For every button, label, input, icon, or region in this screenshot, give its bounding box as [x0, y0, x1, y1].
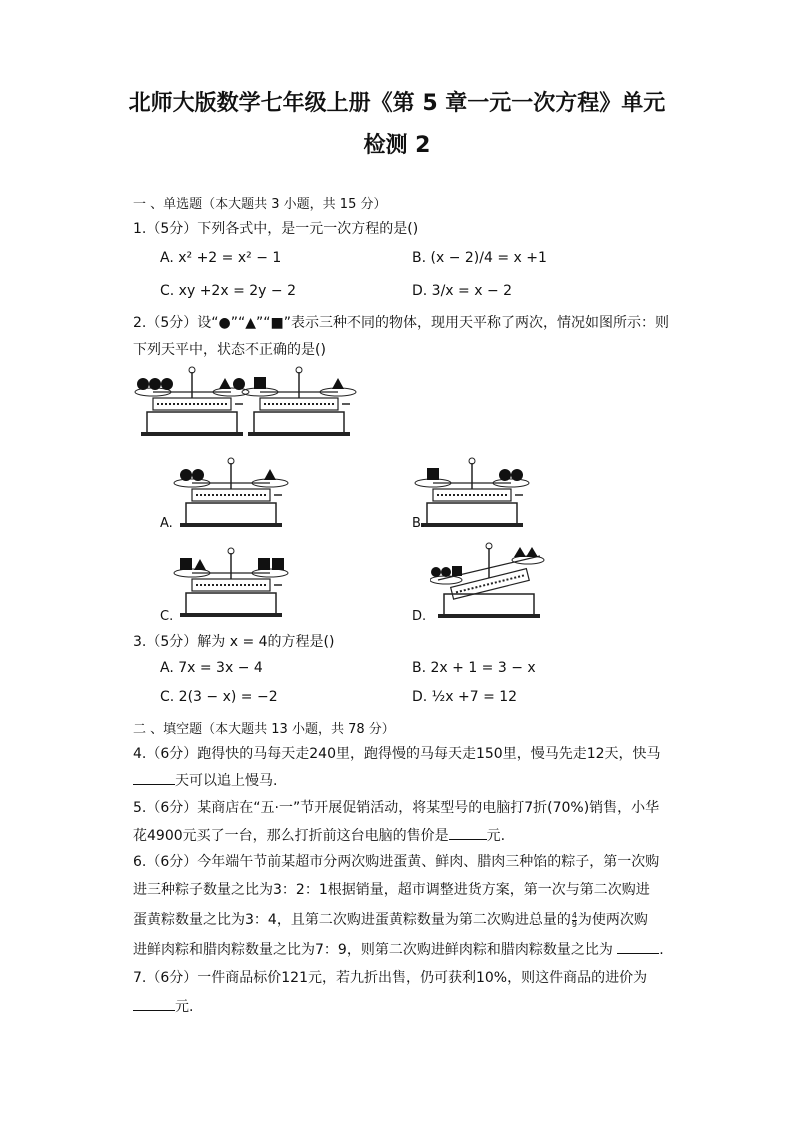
question-5-line1: 5.（6分）某商店在“五·一”节开展促销活动，将某型号的电脑打7折(70%)销售，小华 — [133, 800, 660, 816]
question-4-line1: 4.（6分）跑得快的马每天走240里，跑得慢的马每天走150里，慢马先走12天，快马 — [133, 746, 661, 762]
question-2-option-b-balance — [413, 453, 531, 531]
question-6-answer-blank[interactable] — [617, 941, 659, 954]
question-1-option-b: B. (x − 2)/4 = x +1 — [412, 250, 547, 266]
question-3-option-c: C. 2(3 − x) = −2 — [160, 689, 278, 705]
question-2-option-c-label: C. — [160, 609, 174, 624]
question-2-option-d-label: D. — [412, 609, 427, 624]
section-heading-single-choice: 一 、单选题（本大题共 3 小题，共 15 分） — [133, 197, 387, 212]
question-6-line2: 进三种粽子数量之比为3：2：1根据销量，超市调整进货方案，第一次与第二次购进 — [133, 882, 650, 898]
question-6-line3-suffix: 为使两次购 — [577, 912, 648, 928]
question-3-stem: 3.（5分）解为 x = 4的方程是() — [133, 634, 335, 650]
question-6-fraction — [572, 912, 577, 929]
question-5-answer-blank[interactable] — [449, 827, 487, 840]
question-2-option-a-label: A. — [160, 516, 173, 531]
question-6-line3 — [133, 910, 648, 930]
question-6-line4-text: 进鲜肉粽和腊肉粽数量之比为7：9，则第二次购进鲜肉粽和腊肉粽数量之比为 — [133, 942, 613, 958]
question-2-option-a-balance — [172, 453, 290, 531]
document-title-line1: 北师大版数学七年级上册《第 5 章一元一次方程》单元 — [128, 91, 666, 116]
question-6-line1: 6.（6分）今年端午节前某超市分两次购进蛋黄、鲜肉、腊肉三种馅的粽子，第一次购 — [133, 854, 660, 870]
question-1-stem: 1.（5分）下列各式中，是一元一次方程的是() — [133, 221, 419, 237]
question-7-line1: 7.（6分）一件商品标价121元，若九折出售，仍可获利10%，则这件商品的进价为 — [133, 970, 648, 986]
question-6-fraction-denominator: 9 — [571, 919, 577, 929]
question-2-stem-line2: 下列天平中，状态不正确的是() — [133, 342, 326, 358]
question-4-line2-text: 天可以追上慢马. — [175, 773, 278, 789]
question-6-line4-suffix: . — [659, 942, 664, 958]
question-5-line2 — [133, 826, 505, 846]
question-7-answer-blank[interactable] — [133, 998, 175, 1011]
question-6-line4 — [133, 940, 664, 960]
question-2-stem-line1: 2.（5分）设“●”“▲”“■”表示三种不同的物体，现用天平称了两次，情况如图所示：则 — [133, 315, 669, 331]
question-3-option-d: D. ½x +7 = 12 — [412, 689, 518, 705]
question-6-fraction-numerator: 4 — [571, 910, 577, 920]
question-1-option-d: D. 3/x = x − 2 — [412, 283, 513, 299]
question-3-option-b: B. 2x + 1 = 3 − x — [412, 660, 536, 676]
question-1-option-c: C. xy +2x = 2y − 2 — [160, 283, 296, 299]
question-3-option-a: A. 7x = 3x − 4 — [160, 660, 263, 676]
question-1-option-a: A. x² +2 = x² − 1 — [160, 250, 282, 266]
question-6-line3-text: 蛋黄粽数量之比为3：4，且第二次购进蛋黄粽数量为第二次购进总量的 — [133, 912, 571, 928]
question-4-line2 — [133, 771, 277, 791]
question-2-option-b-label: B. — [412, 516, 426, 531]
question-4-answer-blank[interactable] — [133, 772, 175, 785]
section-heading-fill-in: 二 、填空题（本大题共 13 小题，共 78 分） — [133, 722, 395, 737]
question-2-option-d-balance — [430, 540, 548, 622]
question-7-line2-text: 元. — [175, 999, 194, 1015]
question-7-line2 — [133, 997, 193, 1017]
question-5-line2-text: 花4900元买了一台，那么打折前这台电脑的售价是 — [133, 828, 449, 844]
document-title-line2: 检测 2 — [363, 133, 431, 158]
question-5-line2-suffix: 元. — [486, 828, 506, 844]
given-balance-1-figure — [133, 362, 251, 440]
question-2-option-c-balance — [172, 543, 290, 621]
given-balance-2-figure — [240, 362, 358, 440]
